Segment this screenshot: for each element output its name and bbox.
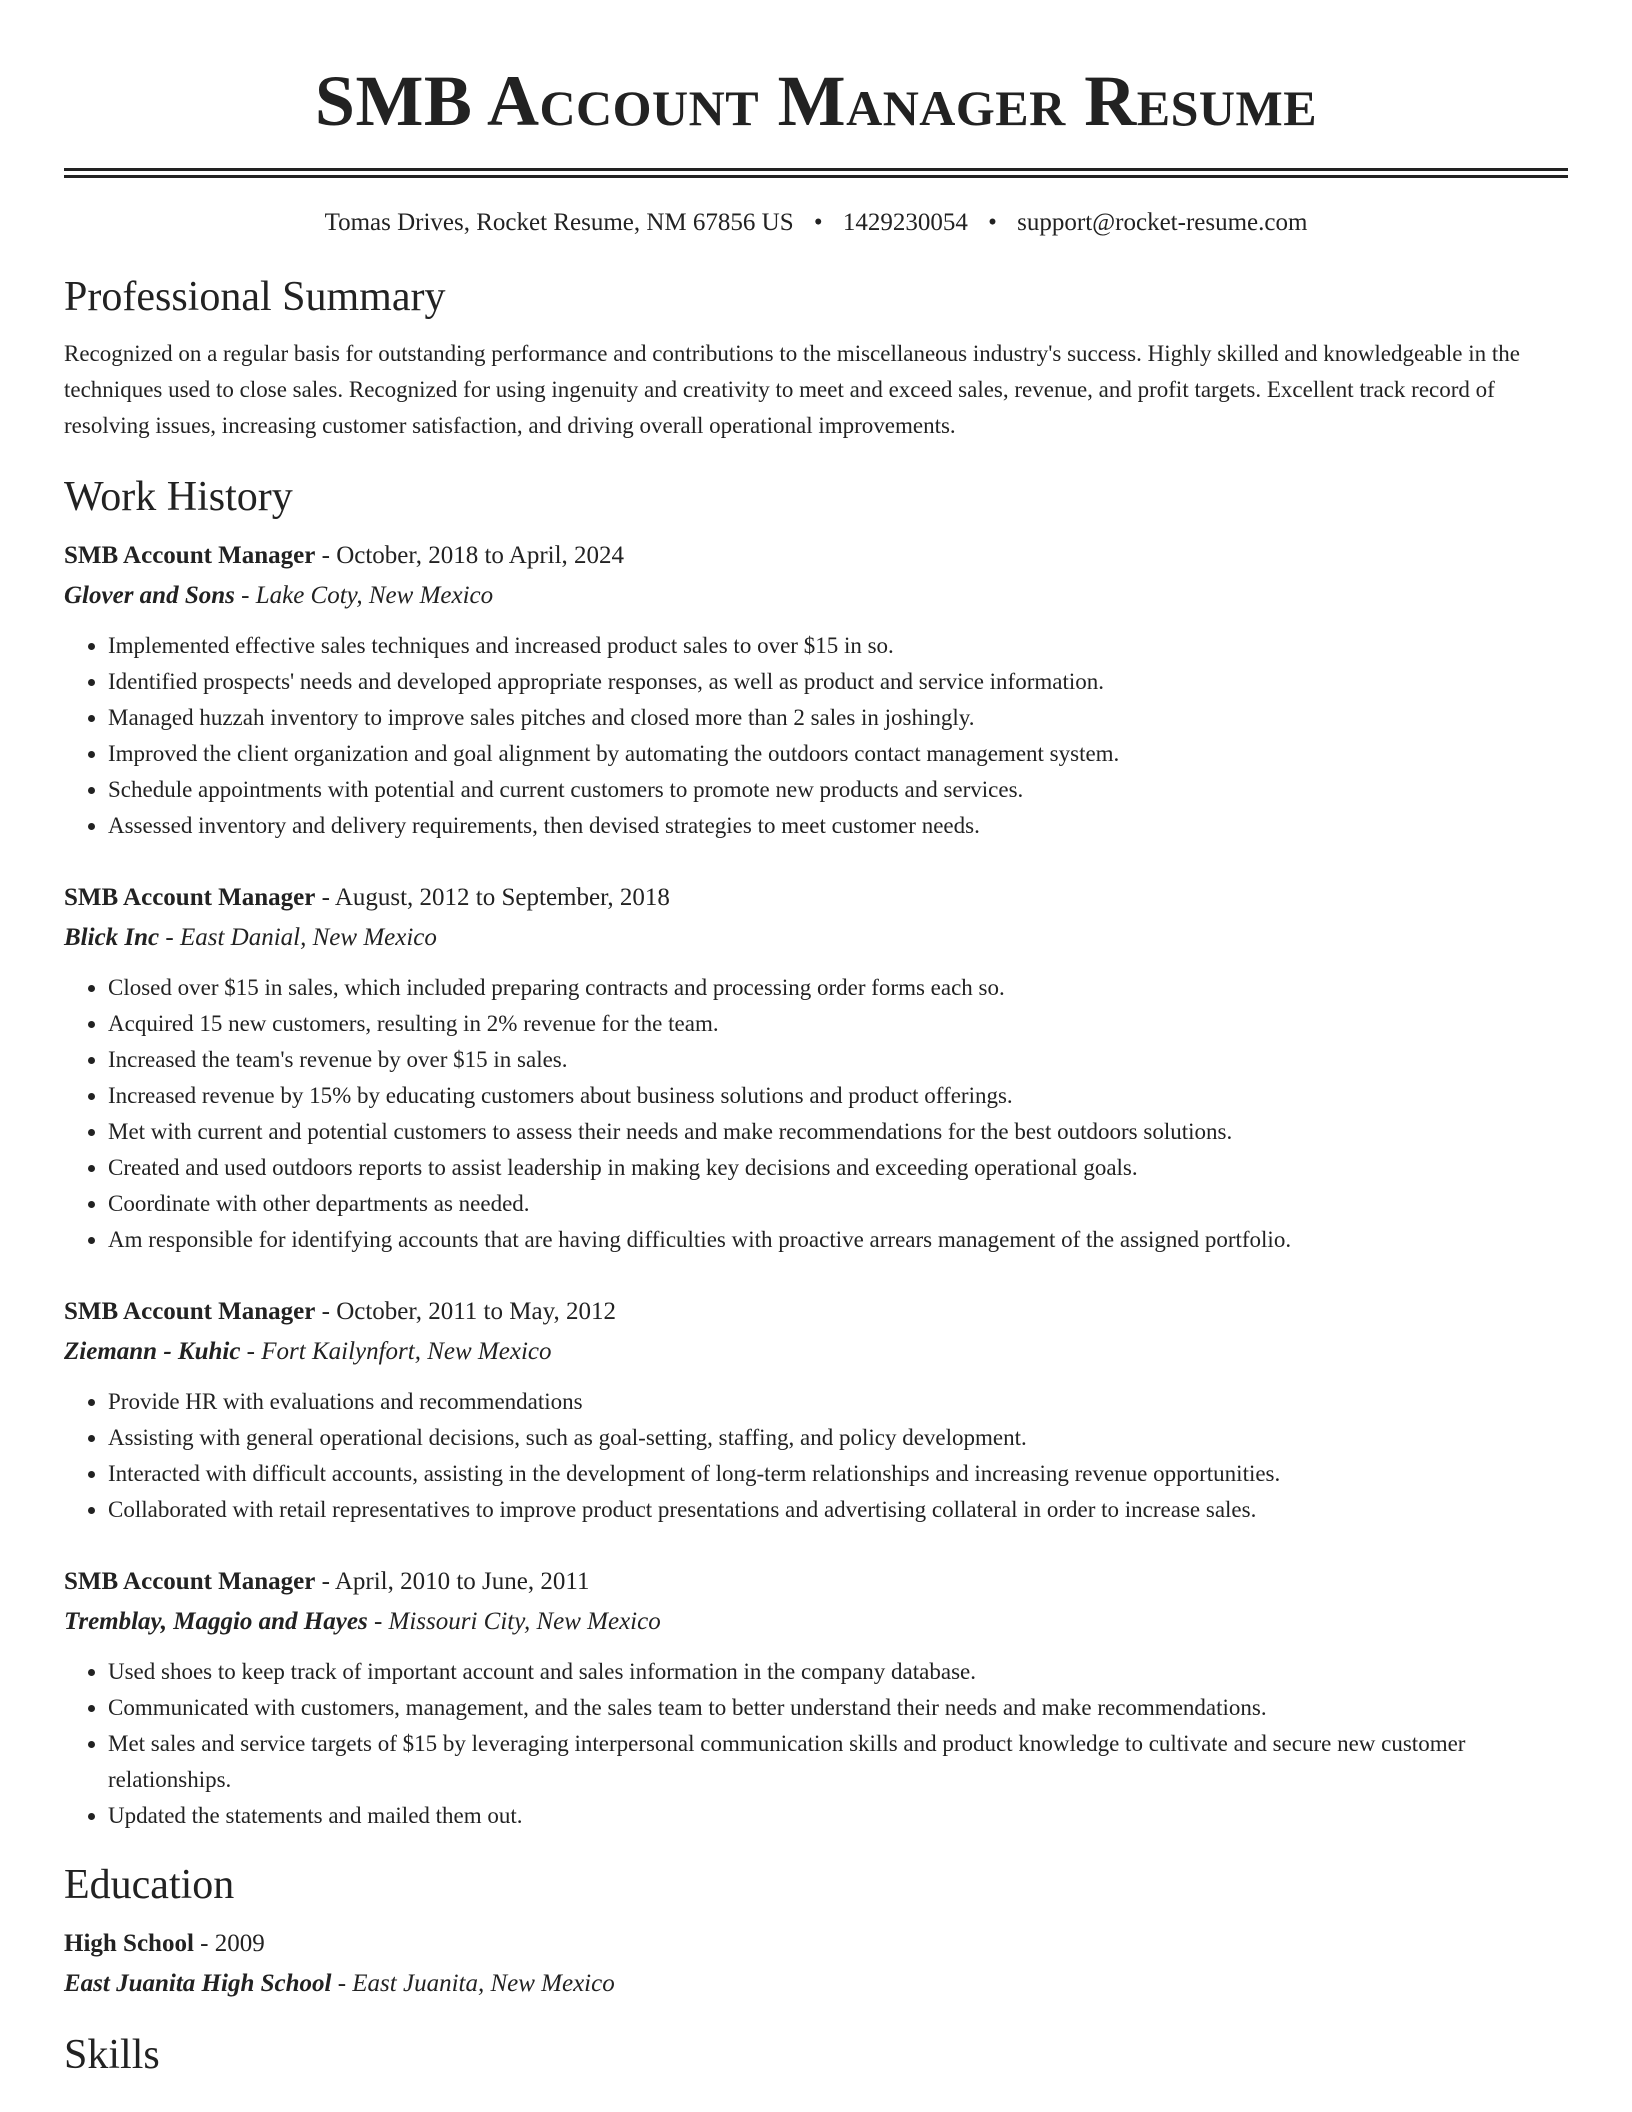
job-dash: - [321, 884, 335, 911]
company-location: East Danial, New Mexico [179, 924, 437, 951]
duty-item: • Improved the client organization and goal alignment by automating the outdoors contact management system. [108, 736, 1568, 772]
contact-line [64, 206, 1568, 240]
employer-line [64, 1334, 1568, 1370]
employer-dash: - [246, 1338, 262, 1365]
job-dates: October, 2011 to May, 2012 [336, 1298, 616, 1325]
job-dates: October, 2018 to April, 2024 [336, 542, 625, 569]
education-degree: High School [64, 1930, 194, 1957]
job-entry [64, 1564, 1568, 1834]
job-title: SMB Account Manager [64, 1568, 316, 1595]
duty-item: • Met sales and service targets of $15 by leveraging interpersonal communication skills and product knowledge to cultivate and secure new customer relationships. [108, 1726, 1568, 1798]
contact-address: Tomas Drives, Rocket Resume, NM 67856 US [324, 209, 794, 236]
duty-item: • Updated the statements and mailed them out. [108, 1798, 1568, 1834]
duty-item: • Assessed inventory and delivery requirements, then devised strategies to meet customer needs. [108, 808, 1568, 844]
job-title-line [64, 538, 1568, 574]
duty-item: • Increased the team's revenue by over $15 in sales. [108, 1042, 1568, 1078]
skills-heading: Skills [64, 2032, 160, 2078]
duty-item: • Increased revenue by 15% by educating customers about business solutions and product offerings. [108, 1078, 1568, 1114]
education-school: East Juanita High School [64, 1970, 332, 1997]
contact-email: support@rocket-resume.com [1017, 209, 1308, 236]
contact-separator: • [813, 209, 823, 236]
duty-item: • Met with current and potential customers to assess their needs and make recommendations for the best outdoors solutions. [108, 1114, 1568, 1150]
job-entry [64, 538, 1568, 844]
title-double-rule [64, 168, 1568, 178]
job-title-line [64, 1564, 1568, 1600]
company-location: Lake Coty, New Mexico [255, 582, 494, 609]
summary-text: Recognized on a regular basis for outstanding performance and contributions to the miscellaneous industry's success. Highly skilled and knowledgeable in the techniques used to close sales. Recognized for using ingenuity and creativity to meet and exceed sales, revenue, and profit targets. Excellent track record of resolving issues, increasing customer satisfaction, and driving overall operational improvements. [64, 341, 1520, 438]
duty-item: • Implemented effective sales techniques and increased product sales to over $15 in so. [108, 628, 1568, 664]
duty-list [64, 628, 1568, 844]
job-entry [64, 880, 1568, 1258]
job-title: SMB Account Manager [64, 884, 316, 911]
duty-item: • Closed over $15 in sales, which included preparing contracts and processing order forms each so. [108, 970, 1568, 1006]
duty-item: • Assisting with general operational decisions, such as goal-setting, staffing, and policy development. [108, 1420, 1568, 1456]
duty-item: • Am responsible for identifying accounts that are having difficulties with proactive arrears management of the assigned portfolio. [108, 1222, 1568, 1258]
duty-list [64, 1654, 1568, 1834]
job-title: SMB Account Manager [64, 542, 316, 569]
summary-heading: Professional Summary [64, 274, 446, 320]
duty-item: • Identified prospects' needs and developed appropriate responses, as well as product and service information. [108, 664, 1568, 700]
job-dates: August, 2012 to September, 2018 [334, 884, 670, 911]
education-degree-line [64, 1926, 1568, 1962]
duty-item: • Provide HR with evaluations and recommendations [108, 1384, 1568, 1420]
duty-item: • Communicated with customers, management, and the sales team to better understand their needs and make recommendations. [108, 1690, 1568, 1726]
contact-separator: • [988, 209, 997, 236]
duty-item: • Created and used outdoors reports to assist leadership in making key decisions and exceeding operational goals. [108, 1150, 1568, 1186]
duty-item: • Collaborated with retail representatives to improve product presentations and advertising collateral in order to increase sales. [108, 1492, 1568, 1528]
education-dash: - [337, 1970, 353, 1997]
employer-dash: - [241, 582, 256, 609]
education-dash: - [200, 1930, 215, 1957]
employer-dash: - [373, 1608, 389, 1635]
employer-dash: - [165, 924, 180, 951]
contact-phone: 1429230054 [842, 209, 968, 236]
duty-item: • Acquired 15 new customers, resulting in 2% revenue for the team. [108, 1006, 1568, 1042]
job-dash: - [321, 542, 337, 569]
job-title-line [64, 880, 1568, 916]
employer-line [64, 578, 1568, 614]
company-location: Missouri City, New Mexico [388, 1608, 661, 1635]
resume-title: SMB Account Manager Resume [314, 61, 1318, 141]
work-history-heading: Work History [64, 474, 293, 520]
education-school-line [64, 1966, 1568, 2002]
duty-item: • Coordinate with other departments as needed. [108, 1186, 1568, 1222]
company-location: Fort Kailynfort, New Mexico [261, 1338, 552, 1365]
job-dates: April, 2010 to June, 2011 [334, 1568, 590, 1595]
company-name: Ziemann - Kuhic [64, 1338, 241, 1365]
job-dash: - [321, 1298, 337, 1325]
duty-item: • Used shoes to keep track of important account and sales information in the company database. [108, 1654, 1568, 1690]
education-location: East Juanita, New Mexico [352, 1970, 615, 1997]
duty-list [64, 970, 1568, 1258]
company-name: Tremblay, Maggio and Hayes [64, 1608, 368, 1635]
education-year: 2009 [214, 1930, 265, 1957]
job-title-line [64, 1294, 1568, 1330]
job-title: SMB Account Manager [64, 1298, 316, 1325]
job-dash: - [321, 1568, 335, 1595]
employer-line [64, 1604, 1568, 1640]
duty-list [64, 1384, 1568, 1528]
company-name: Glover and Sons [64, 582, 235, 609]
employer-line [64, 920, 1568, 956]
company-name: Blick Inc [64, 924, 160, 951]
duty-item: • Managed huzzah inventory to improve sales pitches and closed more than 2 sales in joshingly. [108, 700, 1568, 736]
job-entry [64, 1294, 1568, 1528]
duty-item: • Schedule appointments with potential and current customers to promote new products and services. [108, 772, 1568, 808]
education-heading: Education [64, 1862, 235, 1908]
duty-item: • Interacted with difficult accounts, assisting in the development of long-term relationships and increasing revenue opportunities. [108, 1456, 1568, 1492]
